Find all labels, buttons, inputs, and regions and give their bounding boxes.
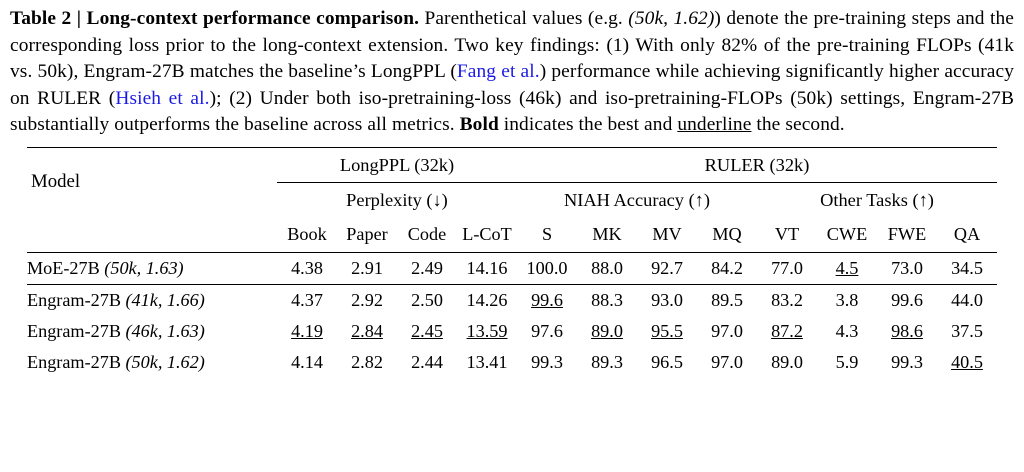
caption-text-6: the second. [751,114,845,136]
cell-mq: 97.0 [711,320,743,341]
cell-mv: 96.5 [651,351,683,372]
row-model-note: (50k, 1.63) [104,257,184,278]
cell-mq: 84.2 [711,257,743,278]
cell-code: 2.49 [411,257,443,278]
cell-fwe: 99.6 [891,289,923,310]
cell-lcot: 13.59 [466,320,508,341]
cell-vt: 87.2 [771,320,803,341]
cell-lcot: 14.16 [466,257,508,278]
cell-mq: 89.5 [711,289,743,310]
column-header-paper: Paper [346,223,388,244]
cell-book: 4.38 [291,257,323,278]
cell-paper: 2.82 [351,351,383,372]
row-model-label: Engram-27B [27,320,121,341]
cell-s: 100.0 [526,257,568,278]
citation-link-fang[interactable]: Fang et al. [456,61,540,83]
column-header-row [27,217,997,253]
cell-mv: 93.0 [651,289,683,310]
cell-cwe: 4.3 [835,320,859,341]
column-header-qa: QA [953,223,981,244]
group-header-ruler: RULER (32k) [704,154,810,175]
cell-s: 97.6 [531,320,563,341]
column-header-mq: MQ [712,223,742,244]
cell-fwe: 99.3 [891,351,923,372]
cell-mq: 97.0 [711,351,743,372]
caption-bold-word: Bold [459,114,499,136]
column-header-lcot: L-CoT [462,223,512,244]
results-table [27,147,997,378]
column-header-fwe: FWE [887,223,927,244]
column-header-mv: MV [652,223,682,244]
column-header-book: Book [287,223,327,244]
group-header-longppl: LongPPL (32k) [339,154,455,175]
cell-fwe: 73.0 [891,257,923,278]
row-model-note: (50k, 1.62) [125,351,205,372]
cell-cwe: 3.8 [835,289,859,310]
column-header-code: Code [407,223,447,244]
caption-underline-word: underline [677,114,752,136]
cell-qa: 44.0 [951,289,983,310]
cell-fwe: 98.6 [891,320,923,341]
cell-qa: 40.5 [951,351,983,372]
table-row [27,316,997,347]
cell-mk: 88.0 [591,257,623,278]
cell-s: 99.3 [531,351,563,372]
column-header-cwe: CWE [826,223,868,244]
cell-paper: 2.84 [351,320,383,341]
cell-code: 2.50 [411,289,443,310]
cell-lcot: 14.26 [466,289,508,310]
caption-text-1: Parenthetical values (e.g. [419,8,629,29]
caption-label: Table 2 | [10,8,82,29]
cell-qa: 34.5 [951,257,983,278]
cell-book: 4.37 [291,289,323,310]
table-row [27,253,997,285]
cell-mk: 89.0 [591,320,623,341]
table-row [27,347,997,378]
cell-mk: 89.3 [591,351,623,372]
caption-text-5: indicates the best and [498,114,678,136]
row-model-label: Engram-27B [27,351,121,372]
cell-vt: 83.2 [771,289,803,310]
cell-mv: 95.5 [651,320,683,341]
cell-cwe: 4.5 [835,257,859,278]
subgroup-header-perplexity: Perplexity (↓) [346,189,448,210]
subgroup-header-niah: NIAH Accuracy (↑) [563,189,711,210]
row-model-label: MoE-27B [27,257,100,278]
cell-mk: 88.3 [591,289,623,310]
cell-paper: 2.92 [351,289,383,310]
caption-text-3: ) performance while achieving significantly higher accuracy on RULER ( [10,61,1015,109]
column-header-model: Model [31,171,81,193]
group-header-row [27,148,997,183]
row-model-note: (46k, 1.63) [125,320,205,341]
row-model-name [27,253,277,285]
column-header-vt: VT [774,223,800,244]
cell-vt: 77.0 [771,257,803,278]
caption-paren-example: (50k, 1.62) [628,8,715,29]
table-caption [10,6,1014,139]
column-header-mk: MK [592,223,622,244]
cell-paper: 2.91 [351,257,383,278]
row-model-name [27,347,277,378]
caption-title: Long-context performance comparison. [86,8,420,29]
cell-mv: 92.7 [651,257,683,278]
caption-text-2: ) denote the pre-training steps and the corresponding loss prior to the long-context extension. Two key findings: (1) With only 82% of the pre-training FLOPs (41k vs. 50k), Engram-27B matches the baseline’s LongPPL ( [10,8,1014,83]
cell-s: 99.6 [531,289,563,310]
cell-lcot: 13.41 [466,351,508,372]
row-model-name [27,316,277,347]
cell-code: 2.45 [411,320,443,341]
cell-book: 4.14 [291,351,323,372]
row-model-name [27,285,277,316]
cell-book: 4.19 [291,320,323,341]
cell-vt: 89.0 [771,351,803,372]
cell-qa: 37.5 [951,320,983,341]
table-row [27,285,997,316]
cell-cwe: 5.9 [835,351,859,372]
row-model-label: Engram-27B [27,289,121,310]
subgroup-header-other-tasks: Other Tasks (↑) [820,189,934,210]
caption-text-4: ); (2) Under both iso-pretraining-loss (46k) and iso-pretraining-FLOPs (50k) settings, Engram-27B substantially outperforms the baseline across all metrics. [10,87,1014,136]
row-model-note: (41k, 1.66) [125,289,205,310]
column-header-s: S [541,223,553,244]
cell-code: 2.44 [411,351,443,372]
citation-link-hsieh[interactable]: Hsieh et al. [115,87,210,109]
